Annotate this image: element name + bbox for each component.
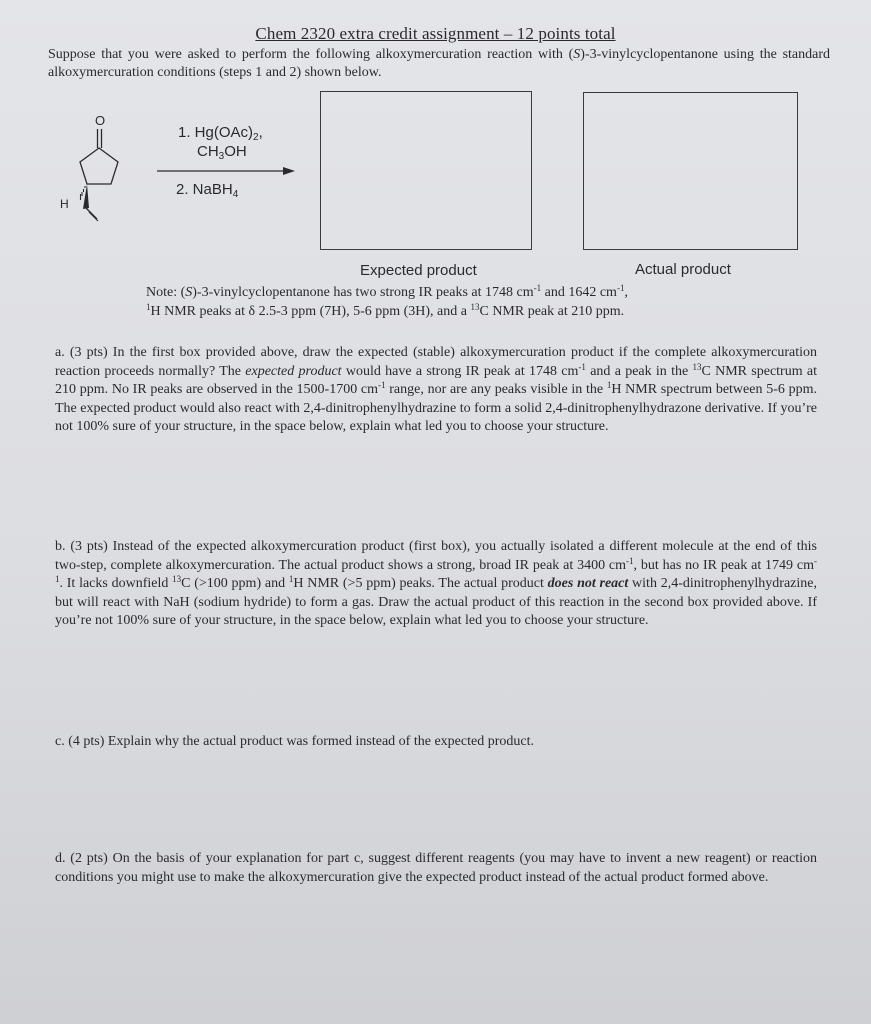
intro-stereo-s: S xyxy=(573,47,581,62)
h-label: H xyxy=(60,197,69,211)
expected-product-box[interactable] xyxy=(320,91,532,250)
intro-paragraph xyxy=(48,46,830,82)
reagent-step-1-solvent: $CH_3OH$ xyxy=(197,143,247,162)
question-b: b. (3 pts) Instead of the expected alkoxymercuration product (first box), you actually isolated a different molecule at the end of this two-step, complete alkoxymercuration. The actual product shows a strong, broad IR peak at 3400 $cm^{-1}$, but has no IR peak at 1749 $cm^{-1}$. It lacks downfield $^{13}$C (>100 ppm) and $^1$H NMR (>5 ppm) peaks. The actual product does not react with 2,4-dinitrophenylhydrazine, but will react with NaH (sodium hydride) to form a gas. Draw the actual product of this reaction in the second box provided above. If you’re not 100% sure of your structure, in the space below, explain what led you to choose your structure. xyxy=(55,539,818,629)
starting-material-structure xyxy=(50,108,190,248)
assignment-title: Chem 2320 extra credit assignment – 12 points total xyxy=(255,24,616,43)
intro-text-2: )-3-vinylcyclopentanone using the standard alkoxymercuration conditions (steps 1 and 2) shown below. xyxy=(48,47,830,80)
reaction-arrow xyxy=(157,165,297,177)
question-d: d. (2 pts) On the basis of your explanation for part c, suggest different reagents (you may have to invent a new reagent) or reaction conditions you might use to make the alkoxymercuration give the expected product instead of the actual product formed above. xyxy=(55,851,817,885)
vinyl-double-bond xyxy=(89,212,98,221)
question-a: a. (3 pts) In the first box provided above, draw the expected (stable) alkoxymercuration product if the complete alkoxymercuration reaction proceeds normally? The expected product would have a strong IR peak at 1748 $cm^{-1}$ and a peak in the $^{13}$C NMR spectrum at 210 ppm. No IR peaks are observed in the 1500-1700 $cm^{-1}$ range, nor are any peaks visible in the $^1$H NMR spectrum between 5-6 ppm. The expected product would also react with 2,4-dinitrophenylhydrazine to form a solid 2,4-dinitrophenylhydrazone derivative. If you’re not 100% sure of your structure, in the space below, explain what led you to choose your structure. xyxy=(55,345,817,435)
expected-product-label: Expected product xyxy=(360,262,477,279)
intro-text-1: Suppose that you were asked to perform the following alkoxymercuration reaction with ( xyxy=(48,47,574,62)
spectra-note: Note: (S)-3-vinylcyclopentanone has two strong IR peaks at 1748 $cm^{-1}$ and 1642 $cm^{-1}$, $^1$H NMR peaks at δ 2.5-3 ppm (7H), 5-6 ppm (3H), and a $^{13}$C NMR peak at 210 ppm. xyxy=(146,283,628,319)
wedge-bond-vinyl xyxy=(83,184,89,209)
hashed-bond-h xyxy=(81,186,86,200)
cyclopentane-ring xyxy=(80,148,118,184)
reagent-step-1: 1. $Hg(OAc)_2$, xyxy=(178,124,263,143)
actual-product-label: Actual product xyxy=(635,261,731,278)
question-c: c. (4 pts) Explain why the actual product was formed instead of the expected product. xyxy=(55,734,534,749)
oxygen-label: O xyxy=(95,113,106,128)
reagent-step-2: 2. NaBH$_4$ xyxy=(176,181,239,200)
actual-product-box[interactable] xyxy=(583,92,798,250)
vinyl-bond xyxy=(86,208,97,219)
